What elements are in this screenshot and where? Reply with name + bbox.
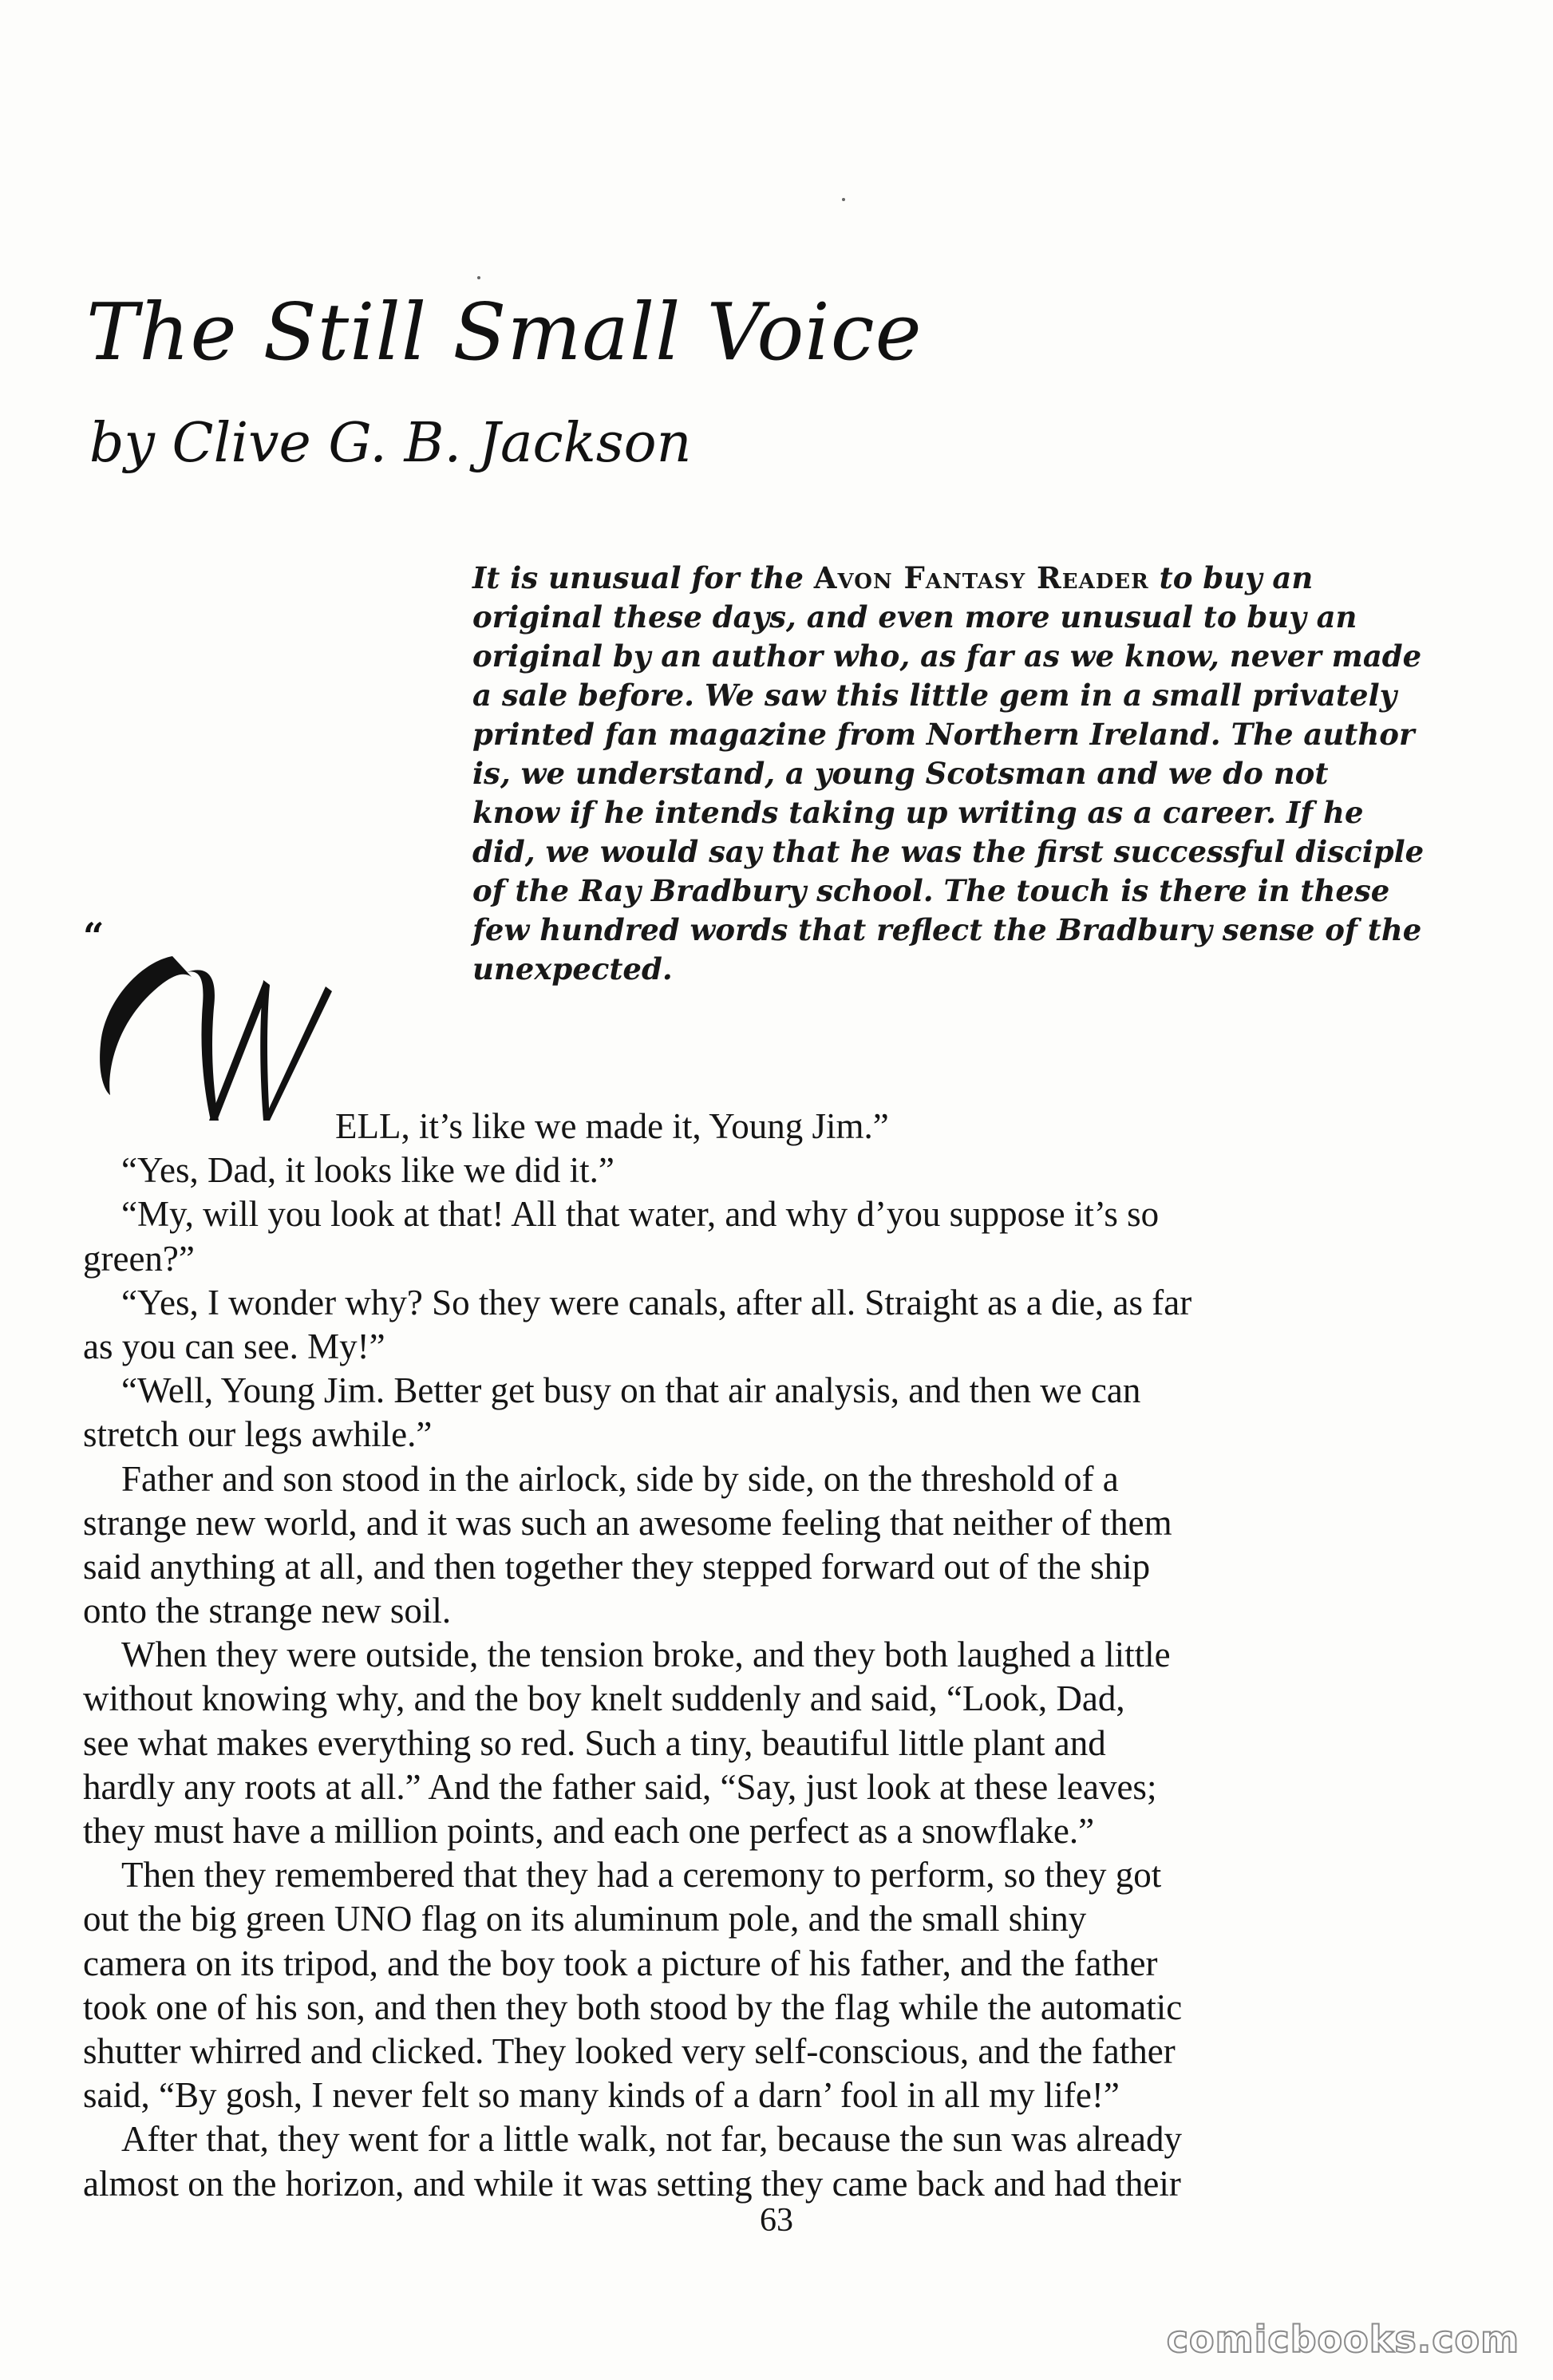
body-line-23: said, “By gosh, I never felt so many kinds of a darn’ fool in all my life!” [83, 2075, 1120, 2116]
body-line-8: stretch our legs awhile.” [83, 1414, 433, 1455]
intro-line-3: original by an author who, as far as we know, never made [472, 638, 1422, 674]
intro-line-7: know if he intends taking up writing as a career. If he [472, 795, 1364, 830]
body-line-9: Father and son stood in the airlock, side by side, on the threshold of a [121, 1458, 1119, 1499]
page-number: 63 [760, 2202, 793, 2239]
drop-cap-w [83, 924, 386, 1132]
body-line-22: shutter whirred and clicked. They looked very self-conscious, and the father [83, 2030, 1176, 2071]
story-body [83, 1105, 1424, 2206]
print-speck [477, 276, 480, 279]
source-watermark: comicbooks.com [1166, 2318, 1519, 2361]
intro-line-11: unexpected. [472, 951, 673, 986]
body-line-25: almost on the horizon, and while it was setting they came back and had their [83, 2163, 1181, 2204]
print-speck [842, 198, 845, 201]
body-line-14: without knowing why, and the boy knelt suddenly and said, “Look, Dad, [83, 1678, 1125, 1719]
editorial-introduction [472, 559, 1425, 989]
opening-quote-mark: “ [83, 915, 105, 958]
body-line-7: “Well, Young Jim. Better get busy on that air analysis, and then we can [121, 1370, 1141, 1411]
body-line-16: hardly any roots at all.” And the father said, “Say, just look at these leaves; [83, 1766, 1157, 1807]
body-line-19: out the big green UNO flag on its aluminum pole, and the small shiny [83, 1899, 1087, 1939]
intro-line-6: is, we understand, a young Scotsman and we do not [472, 756, 1329, 791]
intro-line-4: a sale before. We saw this little gem in a small privately [472, 678, 1397, 713]
body-line-12: onto the strange new soil. [83, 1591, 452, 1631]
story-title: The Still Small Voice [86, 287, 923, 378]
body-line-24: After that, they went for a little walk, not far, because the sun was already [121, 2119, 1182, 2160]
body-line-1: ELL, it’s like we made it, Young Jim.” [335, 1106, 889, 1146]
intro-line-10: few hundred words that reflect the Bradbury sense of the [472, 912, 1422, 947]
body-line-15: see what makes everything so red. Such a tiny, beautiful little plant and [83, 1722, 1106, 1763]
body-line-13: When they were outside, the tension broke, and they both laughed a little [121, 1635, 1171, 1675]
intro-line-1: It is unusual for the Avon Fantasy Reader to buy an [472, 560, 1314, 595]
body-line-11: said anything at all, and then together they stepped forward out of the ship [83, 1546, 1151, 1587]
story-byline: by Clive G. B. Jackson [89, 412, 692, 475]
body-line-21: took one of his son, and then they both stood by the flag while the automatic [83, 1987, 1183, 2027]
intro-line-9: of the Ray Bradbury school. The touch is there in these [472, 873, 1390, 908]
intro-line-2: original these days, and even more unusual to buy an [472, 599, 1357, 635]
body-line-5: “Yes, I wonder why? So they were canals, after all. Straight as a die, as far [121, 1282, 1192, 1322]
body-line-3: “My, will you look at that! All that water, and why d’you suppose it’s so [121, 1194, 1160, 1235]
body-line-2: “Yes, Dad, it looks like we did it.” [121, 1150, 614, 1191]
magazine-name: Avon Fantasy Reader [813, 560, 1149, 595]
body-line-20: camera on its tripod, and the boy took a picture of his father, and the father [83, 1943, 1158, 1983]
body-line-18: Then they remembered that they had a ceremony to perform, so they got [121, 1855, 1162, 1896]
body-line-17: they must have a million points, and each one perfect as a snowflake.” [83, 1811, 1095, 1851]
body-line-10: strange new world, and it was such an awesome feeling that neither of them [83, 1502, 1172, 1543]
body-line-4: green?” [83, 1238, 195, 1279]
intro-line-5: printed fan magazine from Northern Ireland. The author [472, 717, 1415, 752]
body-line-6: as you can see. My!” [83, 1326, 385, 1366]
intro-line-8: did, we would say that he was the first successful disciple [472, 834, 1425, 869]
